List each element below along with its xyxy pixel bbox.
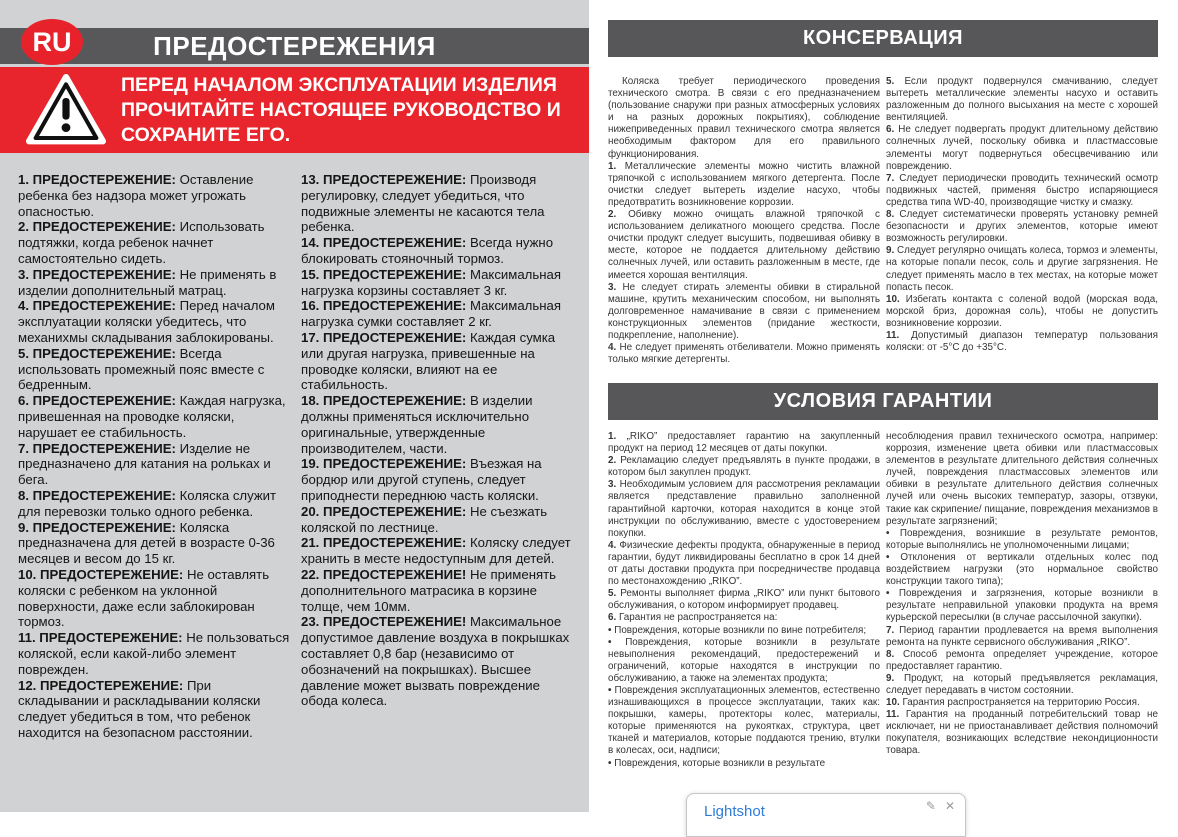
- section-title-maintenance: КОНСЕРВАЦИЯ: [608, 20, 1158, 57]
- warranty-item: 1. „RIKO” предоставляет гарантию на закупленный продукт на период 12 месяцев от даты покупки.: [608, 431, 880, 455]
- warranty-item: 11. Гарантия на проданный потребительский товар не исключает, ни не приостанавливает действия полномочий покупателя, возникающих вследствие некондиционности товара.: [886, 709, 1158, 757]
- warning-triangle-icon: [26, 74, 106, 146]
- maintenance-columns: [608, 76, 1158, 380]
- warnings-columns: [18, 172, 576, 741]
- lightshot-link[interactable]: Lightshot: [704, 803, 765, 820]
- warranty-column-2: [886, 431, 1158, 809]
- warranty-item: несоблюдения правил технического осмотра, например: коррозия, изменение цвета обивки или пластмассовых элементов в результате длительного действия солнечных лучей, повреждения пластмассовых элементов или обивки в результате длительного действия солнечных лучей или очень высоких температур, зазоры, отзвуки, такие как скрипение/ пищание, повреждения механизмов в результате загрязнений;: [886, 431, 1158, 527]
- warranty-item: • Повреждения эксплуатационных элементов, естественно изнашивающихся в процессе эксплуатации, таких как: покрышки, камеры, протекторы колес, материалы, которые применяются на рукоятках, структура, цвет тканей и материалов, которые поддаются трению, втулки в колесах, оси, надписи;: [608, 684, 880, 757]
- warranty-item: • Повреждения, которые возникли в результате невыполнения рекомендаций, предостережений и ограничений, которые находятся в инструкции по обслуживанию, а также на элементах продукта;: [608, 636, 880, 684]
- warranty-item: • Повреждения и загрязнения, которые возникли в результате неправильной упаковки продукта на время курьерской пересылки (в случае рассылочной закупки).: [886, 588, 1158, 624]
- warning-item: 2. ПРЕДОСТЕРЕЖЕНИЕ: Использовать подтяжки, когда ребенок начнет самостоятельно сидеть.: [18, 219, 265, 266]
- warning-item: 10. ПРЕДОСТЕРЕЖЕНИЕ: Не оставлять коляски с ребенком на уклонной поверхности, даже если заблокирован тормоз.: [18, 566, 270, 630]
- maintenance-column-1: [608, 76, 880, 380]
- warning-item: 3. ПРЕДОСТЕРЕЖЕНИЕ: Не применять в изделии дополнительный матрац.: [18, 266, 277, 298]
- maintenance-item: 5. Если продукт подвернулся смачиванию, следует вытереть металлические элементы насухо и оставить разложенным до полного высыхания на месте с хорошей вентиляцией.: [886, 76, 1158, 124]
- warranty-item: 7. Период гарантии продлевается на время выполнения ремонта на пункте сервисного обслуживания „RIKO”.: [886, 624, 1158, 648]
- maintenance-item: 2. Обивку можно очищать влажной тряпочкой с использованием деликатного моющего средства. После очистки продукт следует высушить, подвешивая обивку в месте, которое не поддается длительному действию солнечных лучей, или оставить разложенным в месте, где имеется хорошая вентиляция.: [608, 209, 880, 281]
- warning-item: 16. ПРЕДОСТЕРЕЖЕНИЕ: Максимальная нагрузка сумки составляет 2 кг.: [301, 298, 562, 330]
- warning-item: 14. ПРЕДОСТЕРЕЖЕНИЕ: Всегда нужно блокировать стояночный тормоз.: [301, 235, 554, 266]
- maintenance-item: 4. Не следует применять отбеливатели. Можно применять только мягкие детергенты.: [608, 342, 880, 366]
- section-title-warranty: УСЛОВИЯ ГАРАНТИИ: [608, 383, 1158, 420]
- warranty-item: 6. Гарантия не распространяется на:: [608, 612, 778, 624]
- maintenance-item: 6. Не следует подвергать продукт длительному действию солнечных лучей, поскольку обивка и пластмассовые элементы могут подвернуться обесцвечиванию или повреждению.: [886, 124, 1158, 172]
- maintenance-item: 3. Не следует стирать элементы обивки в стиральной машине, крутить механическим способом, ни выполнять долговременное намачивание в связи с применением конструкционных элементов (придание жесткости, подкрепление, наполнение).: [608, 281, 880, 341]
- maintenance-item: 10. Избегать контакта с соленой водой (морская вода, морской бриз, дорожная соль), чтобы не допустить возникновение коррозии.: [886, 293, 1158, 329]
- warranty-item: 3. Необходимым условием для рассмотрения рекламации является представление правильно заполненной гарантийной карточки, которая находится в конце этой инструкции по обслуживанию, вместе с удостоверением покупки.: [608, 479, 881, 539]
- warranty-item: • Отклонения от вертикали отдельных колес под воздействием нагрузки (это нормальное свойство конструкции такого типа);: [886, 551, 1158, 588]
- warning-item: 11. ПРЕДОСТЕРЕЖЕНИЕ: Не пользоваться коляской, если какой-либо элемент поврежден.: [18, 630, 290, 677]
- edit-icon[interactable]: ✎: [925, 799, 936, 813]
- warranty-item: 8. Способ ремонта определяет учреждение, которое предоставляет гарантию.: [886, 648, 1158, 672]
- warning-item: 7. ПРЕДОСТЕРЕЖЕНИЕ: Изделие не предназначено для катания на рольках и бега.: [18, 440, 271, 488]
- warnings-column-1: [18, 172, 292, 741]
- maintenance-item: Коляска требует периодического проведения технического смотра. В связи с его предназначением (пользование снаружи при разных атмосферных условиях и на разных дорожных покрытиях), соблюдение нижеприведенных правил технического смотра является необходимым фактором для его правильного функционирования.: [608, 76, 880, 160]
- maintenance-item: 7. Следует периодически проводить технический осмотр подвижных частей, применяя быстро испаряющиеся средства типа WD-40, производящие чистку и смазку.: [886, 172, 1158, 208]
- warning-item: 18. ПРЕДОСТЕРЕЖЕНИЕ: В изделии должны применяться исключительно оригинальные, утвержденные производителем, части.: [301, 393, 533, 456]
- maintenance-item: 9. Следует регулярно очищать колеса, тормоз и элементы, на которые попали песок, соль и другие загрязнения. Не следует применять масло в тех местах, на которые может попасть песок.: [886, 245, 1158, 293]
- maintenance-item: 8. Следует систематически проверять установку ремней безопасности и других элементов, которые имеют возможность регулировки.: [886, 209, 1158, 245]
- warning-item: 21. ПРЕДОСТЕРЕЖЕНИЕ: Коляску следует хранить в месте недоступным для детей.: [301, 535, 571, 567]
- warning-item: 12. ПРЕДОСТЕРЕЖЕНИЕ: При складывании и раскладывании коляски следует убедиться в том, что ребенок находится на безопасном расстоянии.: [18, 677, 261, 740]
- page-title: ПРЕДОСТЕРЕЖЕНИЯ: [153, 30, 436, 61]
- warranty-column-1: [608, 431, 880, 809]
- warranty-item: • Повреждения, возникшие в результате ремонтов, которые выполнялись не уполномоченными лицами;: [886, 527, 1158, 551]
- popup-icons: [926, 799, 955, 813]
- warning-item: 23. ПРЕДОСТЕРЕЖЕНИЕ! Максимальное допустимое давление воздуха в покрышках составляет 0,8 бар (независимо от обозначений на покрышках). Высшее давление может вызвать повреждение обода колеса.: [301, 614, 570, 709]
- warranty-item: 4. Физические дефекты продукта, обнаруженные в период гарантии, будут ликвидированы бесплатно в срок 14 дней от даты доставки продукта при посредничестве продавца по местонахождению „RIKO”.: [608, 539, 880, 588]
- warranty-item: 2. Рекламацию следует предъявлять в пункте продажи, в котором был закуплен продукт.: [608, 455, 880, 479]
- warning-item: 6. ПРЕДОСТЕРЕЖЕНИЕ: Каждая нагрузка, привешенная на проводке коляски, нарушает ее стабильность.: [18, 393, 286, 440]
- maintenance-item: 1. Металлические элементы можно чистить влажной тряпочкой с использованием мягкого детергента. После очистки следует вытереть изделие насухо, чтобы предотвратить возникновение коррозии.: [608, 160, 881, 208]
- warnings-header-bar: [0, 28, 589, 64]
- warranty-item: 9. Продукт, на который предъявляется рекламация, следует передавать в чистом состоянии.: [886, 672, 1158, 696]
- warning-item: 5. ПРЕДОСТЕРЕЖЕНИЕ: Всегда использовать промежный пояс вместе с бедренным.: [18, 345, 265, 393]
- warranty-item: 5. Ремонты выполняет фирма „RIKO” или пункт бытового обслуживания, о котором информирует продавец.: [608, 588, 880, 612]
- warning-item: 17. ПРЕДОСТЕРЕЖЕНИЕ: Каждая сумка или другая нагрузка, привешенные на проводке коляски, влияют на ее стабильность.: [301, 329, 556, 393]
- maintenance-item: 11. Допустимый диапазон температур пользования коляски: от -5°С до +35°С.: [886, 329, 1158, 354]
- warning-item: 1. ПРЕДОСТЕРЕЖЕНИЕ: Оставление ребенка без надзора может угрожать опасностью.: [18, 172, 254, 219]
- warranty-item: • Повреждения, которые возникли по вине потребителя;: [608, 624, 867, 636]
- warranty-item: 10. Гарантия распространяется на территорию Россия.: [886, 697, 1140, 709]
- warning-item: 19. ПРЕДОСТЕРЕЖЕНИЕ: Въезжая на бордюр или другой ступень, следует приподнести переднюю часть коляски.: [301, 456, 542, 503]
- alert-banner: [0, 67, 589, 153]
- warning-item: 9. ПРЕДОСТЕРЕЖЕНИЕ: Коляска предназначена для детей в возрасте 0-36 месяцев и весом до 15 кг.: [18, 519, 275, 567]
- warning-item: 15. ПРЕДОСТЕРЕЖЕНИЕ: Максимальная нагрузка корзины составляет 3 кг.: [301, 266, 562, 298]
- maintenance-warranty-page: [589, 0, 1178, 812]
- maintenance-column-2: [886, 76, 1158, 380]
- close-icon[interactable]: ✕: [944, 799, 955, 813]
- alert-text: ПЕРЕД НАЧАЛОМ ЭКСПЛУАТАЦИИ ИЗДЕЛИЯ ПРОЧИТАЙТЕ НАСТОЯЩЕЕ РУКОВОДСТВО И СОХРАНИТЕ ЕГО.: [121, 73, 561, 146]
- warning-item: 4. ПРЕДОСТЕРЕЖЕНИЕ: Перед началом эксплуатации коляски убедитесь, что механихмы складывания заблокированы.: [18, 298, 275, 345]
- warnings-page: [0, 0, 589, 812]
- language-badge: RU: [21, 19, 83, 65]
- warnings-column-2: [301, 172, 575, 741]
- warning-item: 20. ПРЕДОСТЕРЕЖЕНИЕ: Не съезжать коляской по лестнице.: [301, 503, 548, 535]
- lightshot-popup[interactable]: [686, 793, 966, 837]
- warning-item: 22. ПРЕДОСТЕРЕЖЕНИЕ! Не применять дополнительного матрасика в корзине толще, чем 10мм.: [301, 566, 557, 614]
- warning-item: 8. ПРЕДОСТЕРЕЖЕНИЕ: Коляска служит для перевозки только одного ребенка.: [18, 487, 277, 519]
- warranty-item: • Повреждения, которые возникли в результате: [608, 757, 826, 769]
- warranty-columns: [608, 431, 1158, 809]
- warning-item: 13. ПРЕДОСТЕРЕЖЕНИЕ: Производя регулировку, следует убедиться, что подвижные элементы не касаются тела ребенка.: [301, 172, 545, 235]
